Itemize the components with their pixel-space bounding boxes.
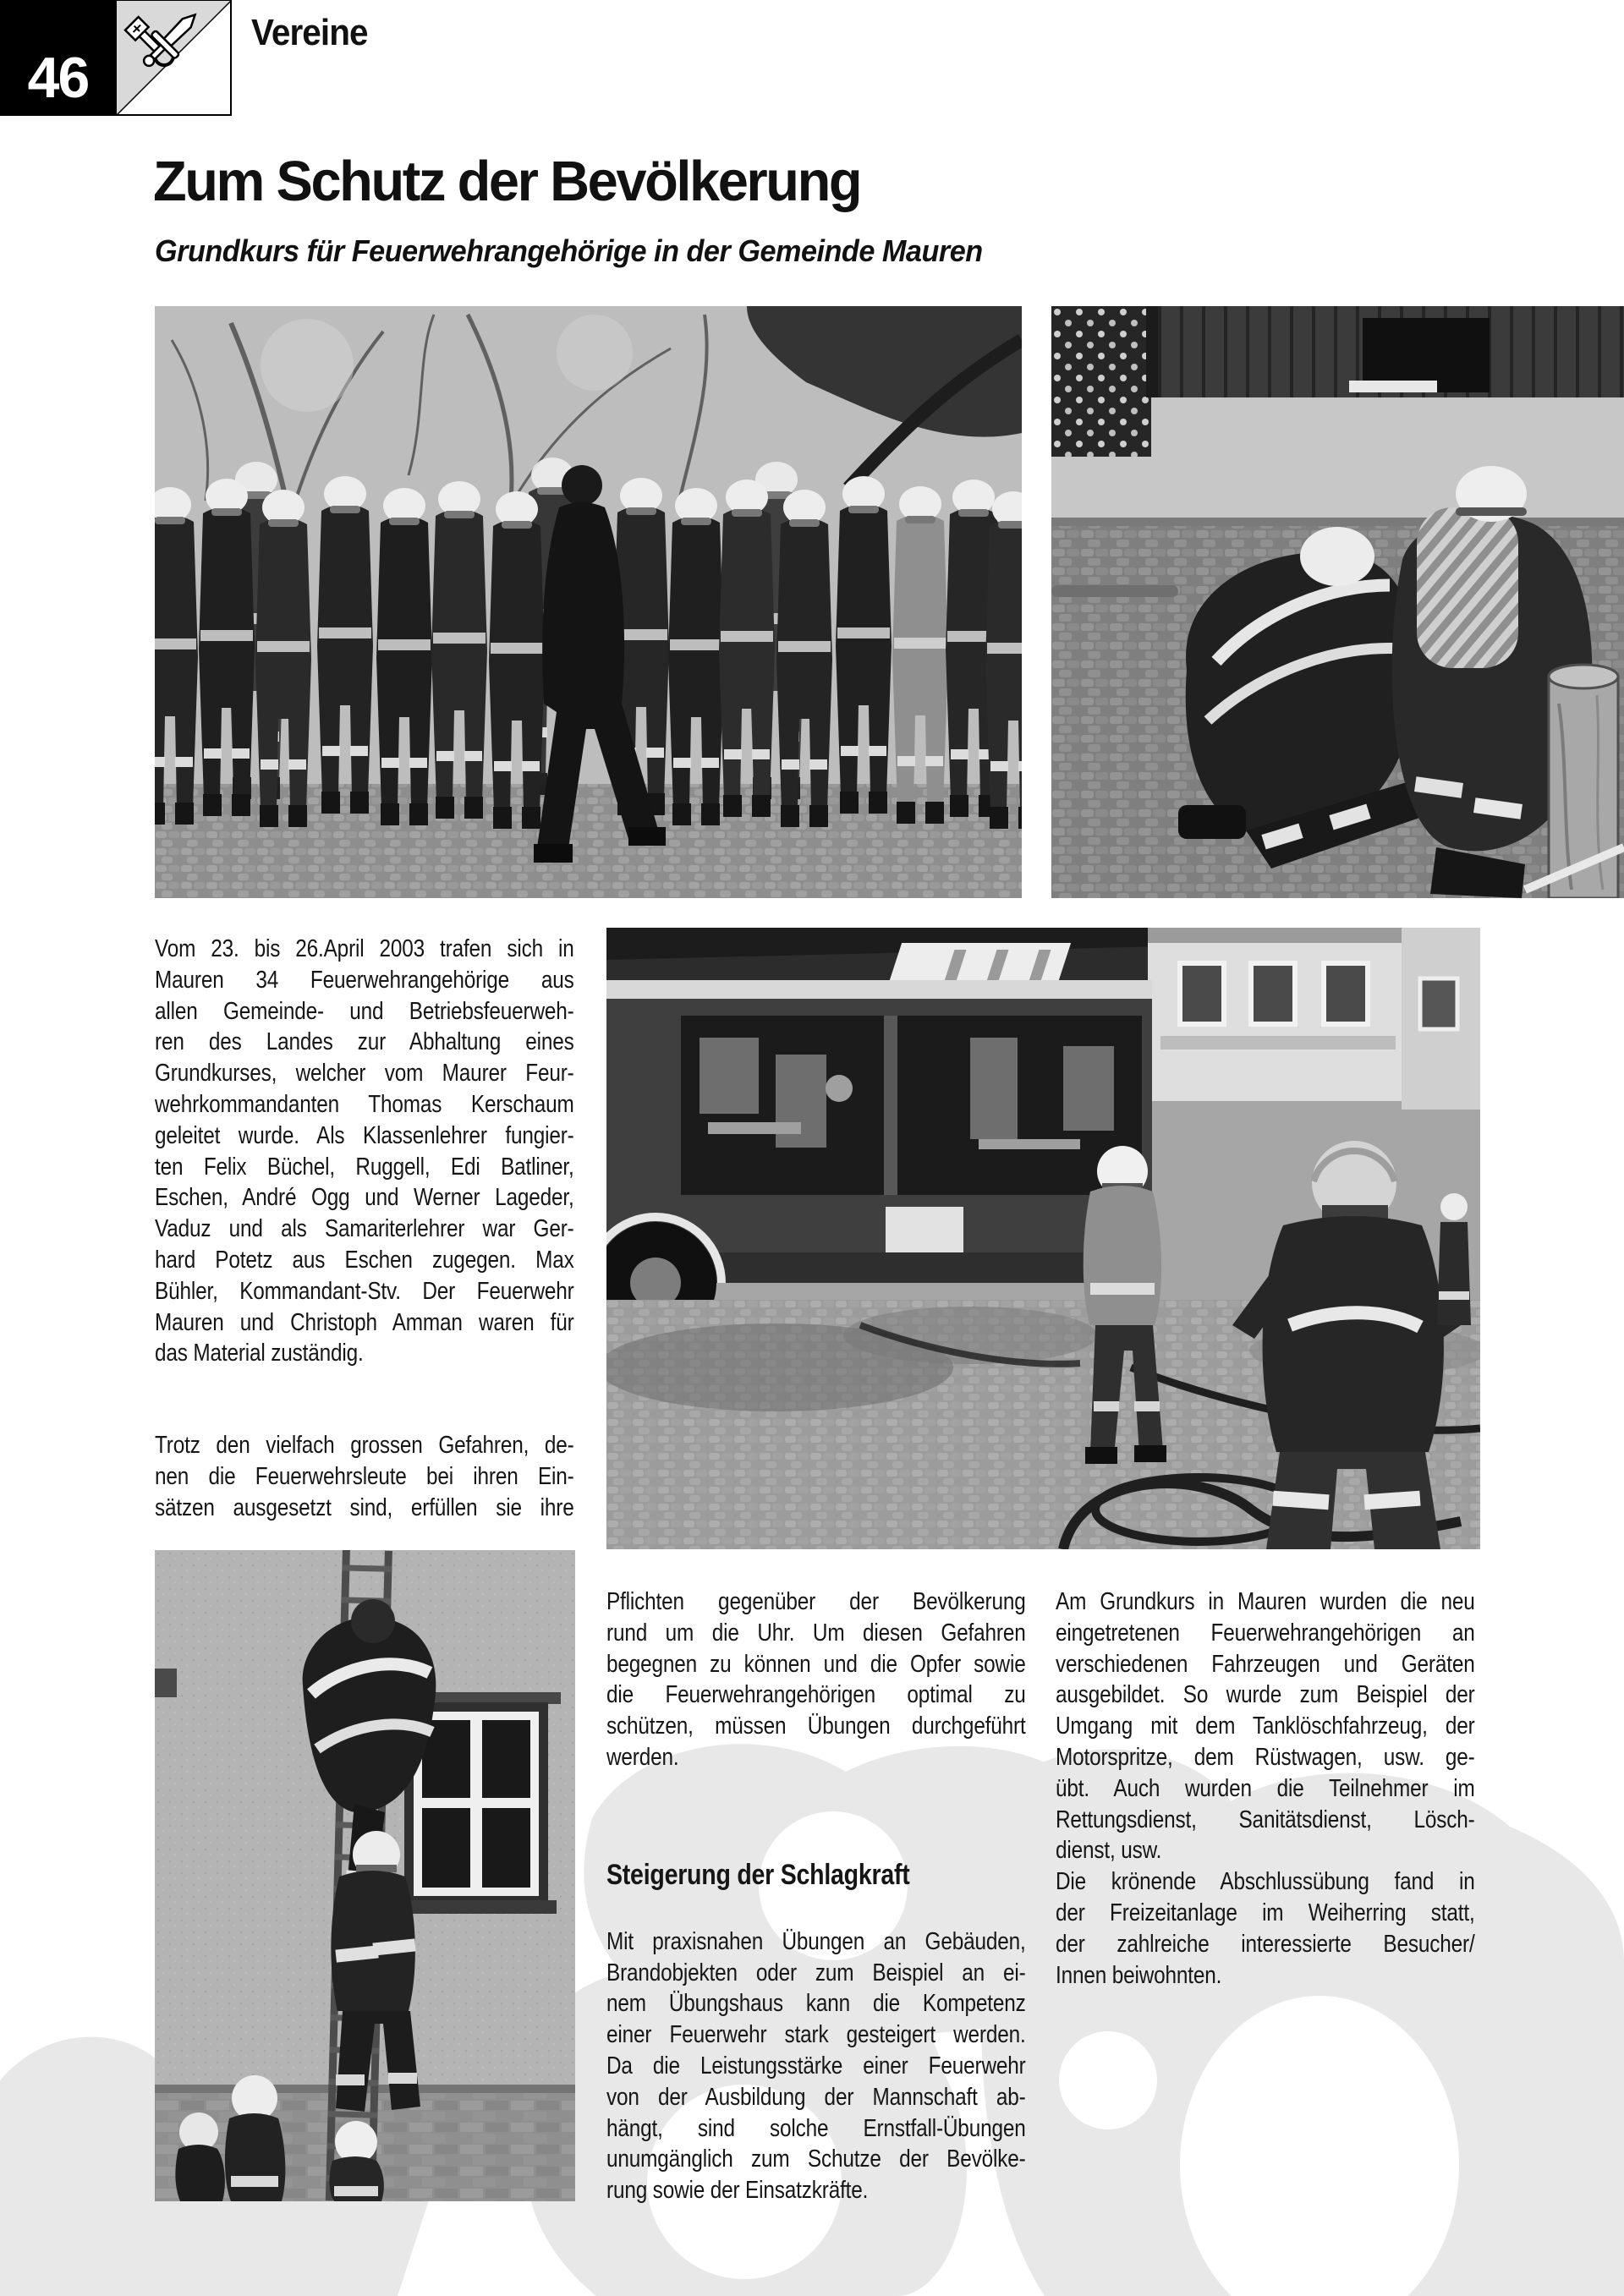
column-right — [1056, 1586, 1475, 1991]
text-line: sätzen ausgesetzt sind, erfüllen sie ihre — [155, 1493, 574, 1521]
mauren-emblem-icon — [116, 0, 232, 116]
text-line: rund um die Uhr. Um diesen Gefahren — [606, 1619, 1026, 1647]
text-line: nen die Feuerwehrsleute bei ihren Ein- — [155, 1462, 574, 1490]
text-line: Eschen, André Ogg und Werner Lageder, — [155, 1184, 574, 1212]
text-line: Mauren 34 Feuerwehrangehörige aus — [155, 966, 574, 994]
text-line: der Freizeitanlage im Weiherring statt, — [1056, 1899, 1475, 1926]
column-left — [155, 934, 574, 1524]
photo-ground-exercise — [1051, 306, 1624, 898]
text-line: begegnen zu können und die Opfer sowie — [606, 1650, 1026, 1678]
text-line: hängt, sind solche Ernstfall-Übungen — [606, 2114, 1026, 2142]
text-line: Pflichten gegenüber der Bevölkerung — [606, 1588, 1026, 1615]
text-line: ausgebildet. So wurde zum Beispiel der — [1056, 1681, 1475, 1709]
text-line: geleitet wurde. Als Klassenlehrer fungier- — [155, 1121, 574, 1149]
text-line: wehrkommandanten Thomas Kerschaum — [155, 1090, 574, 1118]
text-line: übt. Auch wurden die Teilnehmer im — [1056, 1774, 1475, 1802]
text-line: der zahlreiche interessierte Besucher/ — [1056, 1930, 1475, 1958]
text-line: Am Grundkurs in Mauren wurden die neu — [1056, 1588, 1475, 1615]
text-line: Brandobjekten oder zum Beispiel an ei- — [606, 1959, 1026, 1986]
section-label: Vereine — [251, 12, 368, 53]
text-line: Grundkurses, welcher vom Maurer Feur- — [155, 1060, 574, 1088]
text-line: von der Ausbildung der Mannschaft ab- — [606, 2083, 1026, 2111]
text-line: das Material zuständig. — [155, 1340, 364, 1367]
page-number-box — [0, 0, 116, 116]
text-line: verschiedenen Fahrzeugen und Geräten — [1056, 1650, 1475, 1678]
text-line: hard Potetz aus Eschen zugegen. Max — [155, 1246, 574, 1274]
text-line: unumgänglich zum Schutze der Bevölke- — [606, 2145, 1026, 2173]
text-line: werden. — [606, 1743, 679, 1771]
photo-fire-engine — [606, 928, 1480, 1549]
text-line: Bühler, Kommandant-Stv. Der Feuerwehr — [155, 1277, 574, 1305]
text-line: Trotz den vielfach grossen Gefahren, de- — [155, 1432, 574, 1460]
text-line: Rettungsdienst, Sanitätsdienst, Lösch- — [1056, 1806, 1475, 1833]
paragraph — [155, 934, 574, 1369]
text-line: Innen beiwohnten. — [1056, 1961, 1222, 1989]
text-line: Die krönende Abschlussübung fand in — [1056, 1868, 1475, 1896]
text-line: Umgang mit dem Tanklöschfahrzeug, der — [1056, 1712, 1475, 1740]
photo-ladder-drill — [155, 1550, 575, 2201]
text-line: dienst, usw. — [1056, 1837, 1162, 1865]
paragraph — [1056, 1866, 1475, 1991]
text-line: eingetretenen Feuerwehrangehörigen an — [1056, 1619, 1475, 1647]
column-middle — [606, 1586, 1026, 2206]
text-line: Vom 23. bis 26.April 2003 trafen sich in — [155, 935, 574, 962]
text-line: allen Gemeinde- und Betriebsfeuerweh- — [155, 997, 574, 1025]
text-line: Mauren und Christoph Amman waren für — [155, 1308, 574, 1336]
text-line: schützen, müssen Übungen durchgeführt — [606, 1712, 1026, 1740]
white-house — [1148, 928, 1480, 1110]
paragraph — [606, 1926, 1026, 2206]
text-line: Mit praxisnahen Übungen an Gebäuden, — [606, 1927, 1026, 1955]
text-line: rung sowie der Einsatzkräfte. — [606, 2177, 869, 2205]
text-line: ren des Landes zur Abhaltung eines — [155, 1028, 574, 1056]
text-line: Motorspritze, dem Rüstwagen, usw. ge- — [1056, 1743, 1475, 1771]
page-number: 46 — [27, 46, 89, 110]
article-title: Zum Schutz der Bevölkerung — [153, 150, 861, 213]
paragraph — [606, 1586, 1026, 1773]
text-line: nem Übungshaus kann die Kompetenz — [606, 1990, 1026, 2018]
text-line: Vaduz und als Samariterlehrer war Ger- — [155, 1215, 574, 1243]
paragraph — [1056, 1586, 1475, 1866]
photo-firefighters-group — [155, 306, 1022, 898]
subheading: Steigerung der Schlagkraft — [606, 1858, 910, 1891]
text-line: Da die Leistungsstärke einer Feuerwehr — [606, 2052, 1026, 2080]
text-line: einer Feuerwehr stark gesteigert werden. — [606, 2021, 1026, 2049]
text-line: die Feuerwehrangehörigen optimal zu — [606, 1681, 1026, 1709]
text-line: ten Felix Büchel, Ruggell, Edi Batliner, — [155, 1153, 574, 1181]
paragraph — [155, 1430, 574, 1523]
firefighter-small-right — [1437, 1193, 1471, 1325]
article-subtitle: Grundkurs für Feuerwehrangehörige in der Gemeinde Mauren — [155, 233, 983, 268]
